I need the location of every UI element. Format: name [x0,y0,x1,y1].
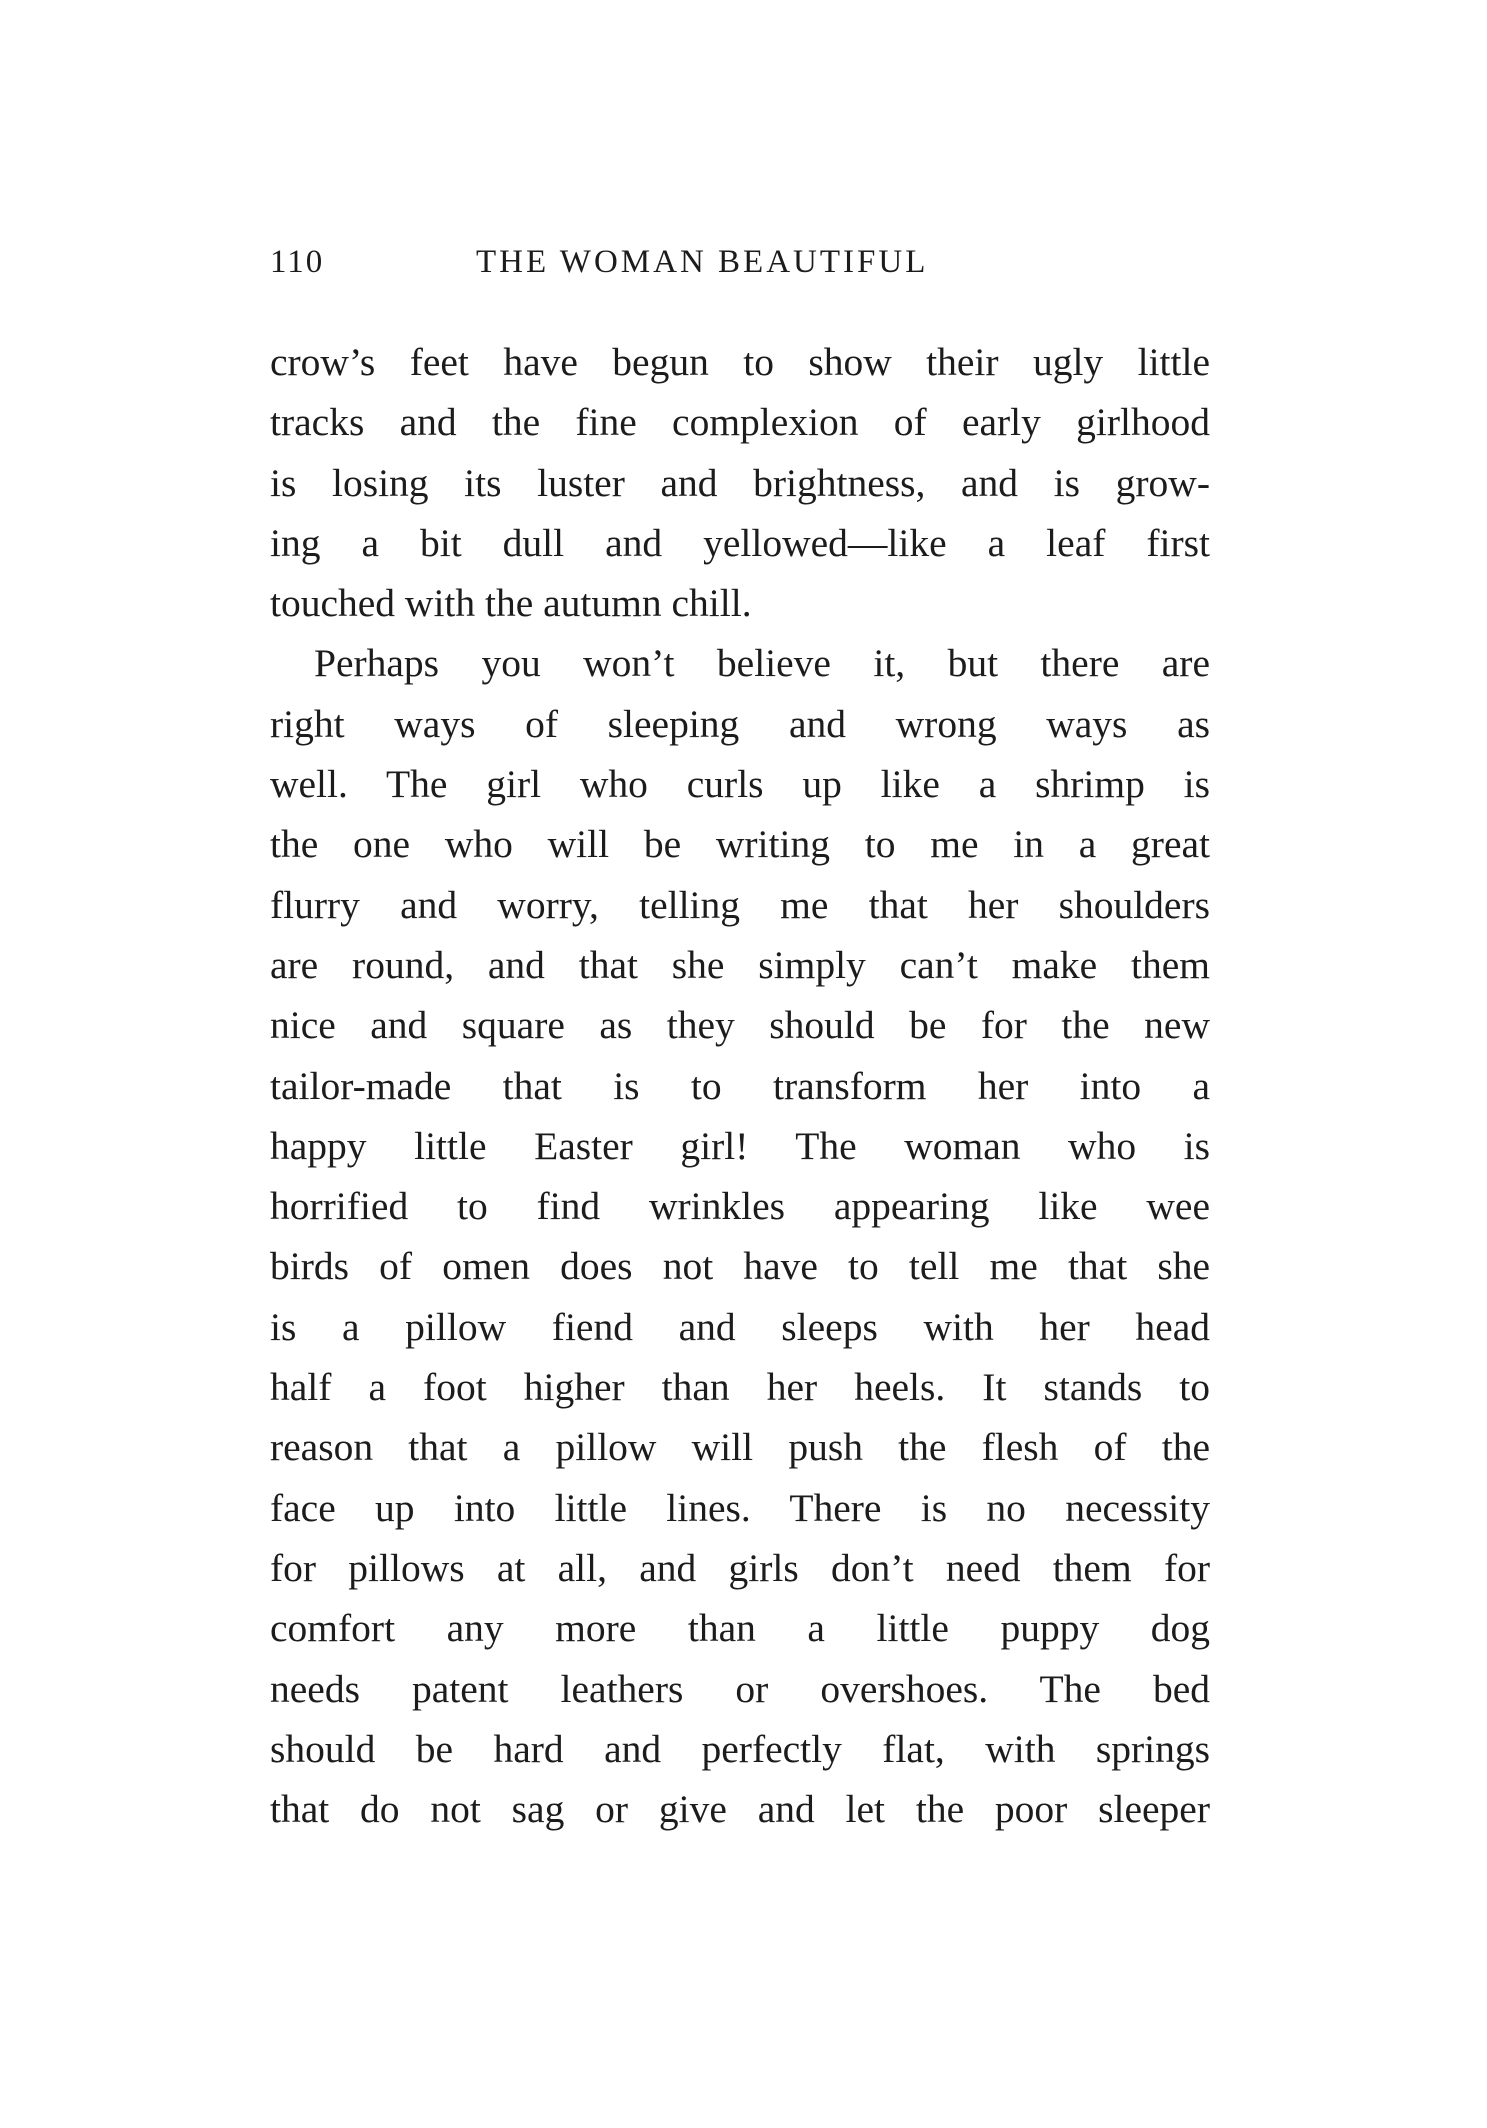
running-head [270,244,1210,294]
body-text [270,332,1210,1839]
text-line: Perhaps you won’t believe it, but there are [314,641,1210,686]
text-line: the one who will be writing to me in a great [270,822,1210,867]
text-line: horrified to find wrinkles appearing like wee [270,1184,1210,1229]
text-line: tailor-made that is to transform her into a [270,1063,1210,1108]
text-line: is a pillow fiend and sleeps with her head [270,1304,1210,1349]
text-line: ing a bit dull and yellowed—like a leaf first [270,520,1210,565]
text-line: half a foot higher than her heels. It stands to [270,1365,1210,1410]
text-line: that do not sag or give and let the poor sleeper [270,1787,1210,1832]
text-line: for pillows at all, and girls don’t need them for [270,1545,1210,1590]
text-line: flurry and worry, telling me that her shoulders [270,882,1210,927]
text-line: reason that a pillow will push the flesh of the [270,1425,1210,1470]
text-line: are round, and that she simply can’t make them [270,942,1210,987]
text-line: happy little Easter girl! The woman who is [270,1123,1210,1168]
text-line: crow’s feet have begun to show their ugly little [270,340,1210,384]
page-number: 110 [270,244,325,280]
text-line: birds of omen does not have to tell me that she [270,1244,1210,1289]
text-line: needs patent leathers or overshoes. The bed [270,1666,1210,1711]
text-line: right ways of sleeping and wrong ways as [270,701,1210,746]
text-line: tracks and the fine complexion of early girlhood [270,400,1210,445]
running-title: THE WOMAN BEAUTIFUL [476,244,929,280]
text-line: nice and square as they should be for the new [270,1003,1210,1048]
text-line: well. The girl who curls up like a shrimp is [270,762,1210,807]
text-line: face up into little lines. There is no necessity [270,1485,1210,1530]
text-line: comfort any more than a little puppy dog [270,1606,1210,1651]
text-line: should be hard and perfectly flat, with springs [270,1726,1210,1771]
text-line: is losing its luster and brightness, and is grow- [270,460,1210,505]
text-line: touched with the autumn chill. [270,581,752,626]
